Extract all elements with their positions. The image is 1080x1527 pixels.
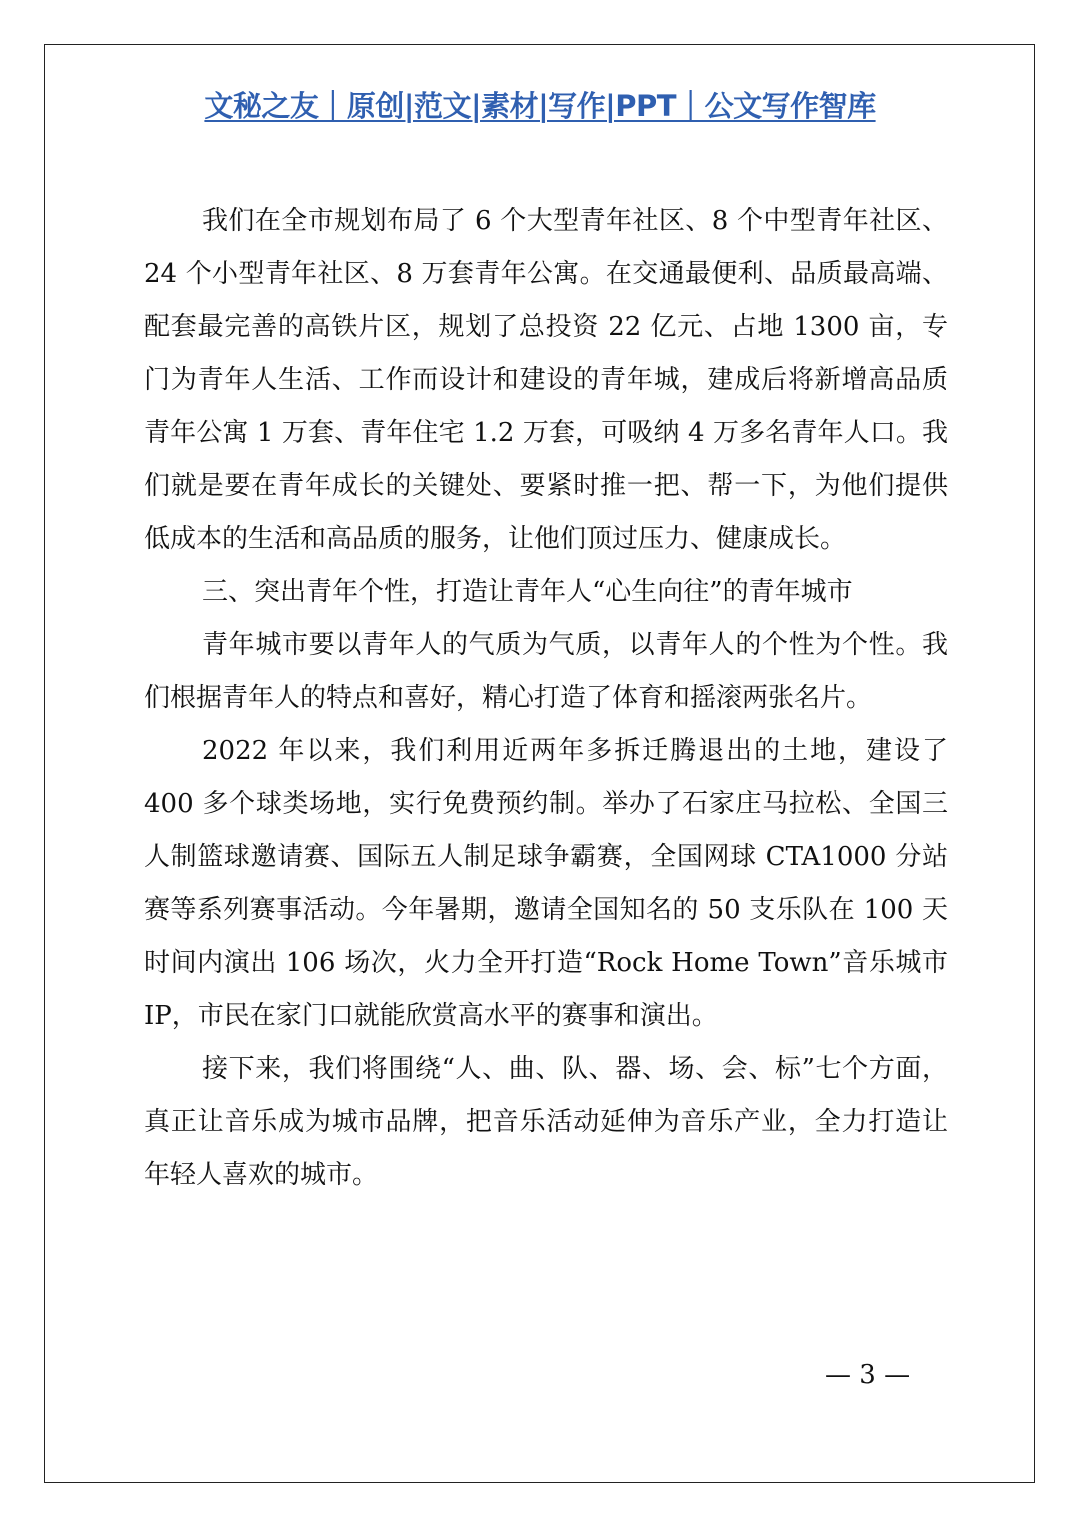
header-banner: [0, 84, 1080, 125]
paragraph-youth-housing: 我们在全市规划布局了 6 个大型青年社区、8 个中型青年社区、24 个小型青年社区、8 万套青年公寓。在交通最便利、品质最高端、配套最完善的高铁片区，规划了总投资 22 亿元、占地 1300 亩，专门为青年人生活、工作而设计和建设的青年城，建成后将新增高品质青年公寓 1 万套、青年住宅 1.2 万套，可吸纳 4 万多名青年人口。我们就是要在青年成长的关键处、要紧时推一把、帮一下，为他们提供低成本的生活和高品质的服务，让他们顶过压力、健康成长。: [144, 206, 948, 554]
page-number: — 3 —: [825, 1360, 911, 1390]
section-heading-youth-personality: 三、突出青年个性，打造让青年人“心生向往”的青年城市: [202, 577, 853, 607]
document-body: [144, 195, 948, 1202]
header-banner-link-text[interactable]: 文秘之友｜原创|范文|素材|写作|PPT｜公文写作智库: [204, 89, 876, 123]
paragraph-youth-character: 青年城市要以青年人的气质为气质，以青年人的个性为个性。我们根据青年人的特点和喜好，精心打造了体育和摇滚两张名片。: [144, 630, 948, 713]
paragraph-next-steps: 接下来，我们将围绕“人、曲、队、器、场、会、标”七个方面，真正让音乐成为城市品牌，把音乐活动延伸为音乐产业，全力打造让年轻人喜欢的城市。: [144, 1054, 948, 1190]
paragraph-sports-music-events: 2022 年以来，我们利用近两年多拆迁腾退出的土地，建设了 400 多个球类场地，实行免费预约制。举办了石家庄马拉松、全国三人制篮球邀请赛、国际五人制足球争霸赛，全国网球 CTA1000 分站赛等系列赛事活动。今年暑期，邀请全国知名的 50 支乐队在 100 天时间内演出 106 场次，火力全开打造“Rock Home Town”音乐城市 IP，市民在家门口就能欣赏高水平的赛事和演出。: [144, 736, 948, 1031]
